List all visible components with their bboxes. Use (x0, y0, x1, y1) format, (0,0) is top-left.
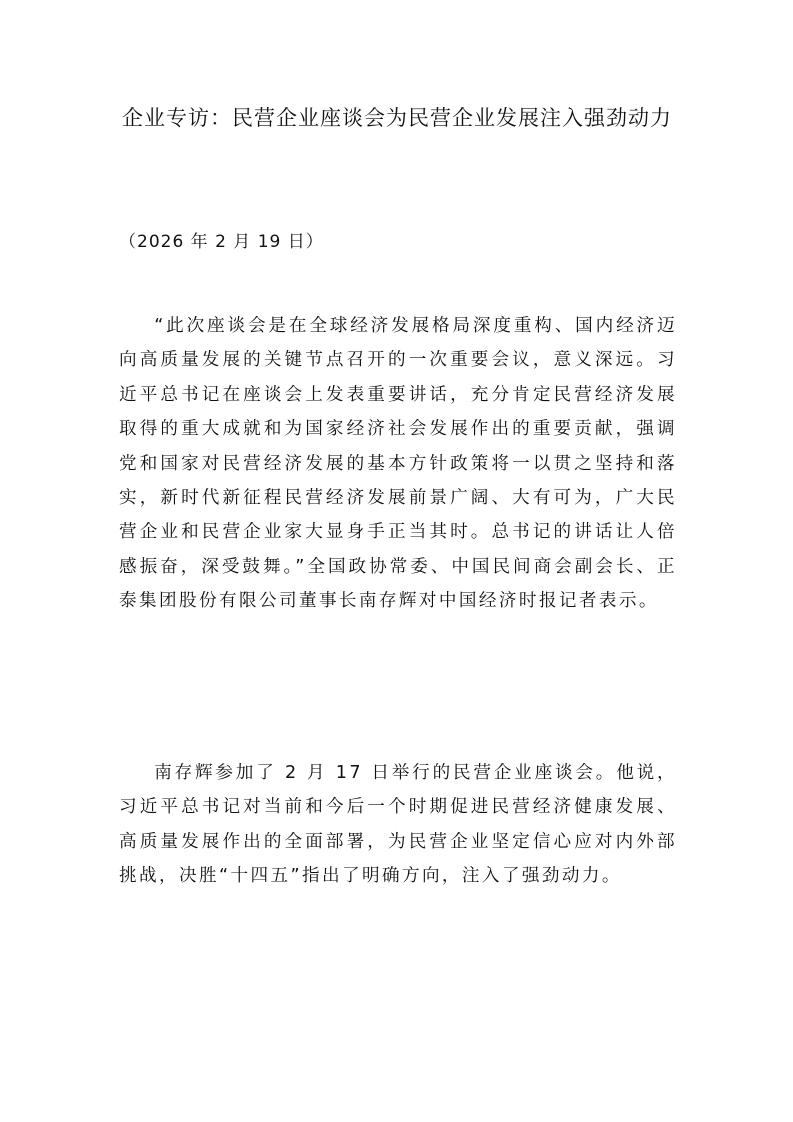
paragraph-1: “此次座谈会是在全球经济发展格局深度重构、国内经济迈向高质量发展的关键节点召开的一次重要会议，意义深远。习近平总书记在座谈会上发表重要讲话，充分肯定民营经济发展取得的重大成就和为国家经济社会发展作出的重要贡献，强调党和国家对民营经济发展的基本方针政策将一以贯之坚持和落实，新时代新征程民营经济发展前景广阔、大有可为，广大民营企业和民营企业家大显身手正当其时。总书记的讲话让人倍感振奋，深受鼓舞。”全国政协常委、中国民间商会副会长、正泰集团股份有限公司董事长南存辉对中国经济时报记者表示。 (119, 316, 677, 612)
paragraph-2: 南存辉参加了 2 月 17 日举行的民营企业座谈会。他说，习近平总书记对当前和今后一个时期促进民营经济健康发展、高质量发展作出的全面部署，为民营企业坚定信心应对内外部挑战，决胜“十四五”指出了明确方向，注入了强劲动力。 (119, 763, 677, 887)
document-title: 企业专访：民营企业座谈会为民营企业发展注入强劲动力 (122, 106, 672, 130)
document-date: （2026 年 2 月 19 日） (119, 232, 324, 252)
